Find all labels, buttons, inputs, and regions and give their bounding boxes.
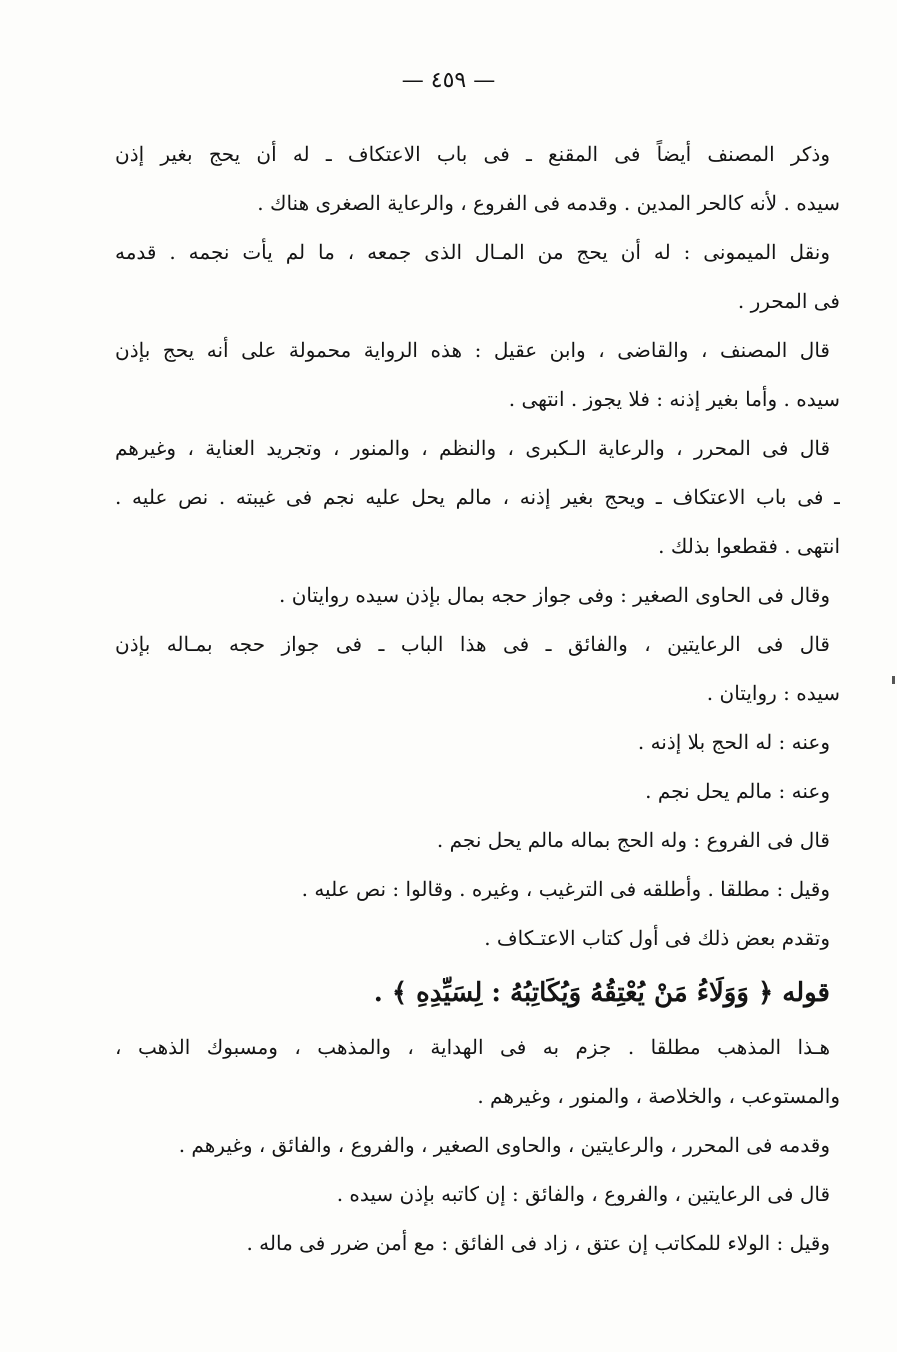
page-number: — ٤٥٩ — <box>401 68 496 93</box>
text-line: وعنه : مالم يحل نجم . <box>645 779 830 803</box>
text-line: سيده : روايتان . <box>706 681 840 705</box>
text-line: ـ فى باب الاعتكاف ـ ويحج بغير إذنه ، مالم يحل عليه نجم فى غيبته . نص عليه . <box>115 485 840 509</box>
text-line: وتقدم بعض ذلك فى أول كتاب الاعتـكاف . <box>484 926 830 950</box>
text-line: انتهى . فقطعوا بذلك . <box>658 534 840 558</box>
page-body <box>115 130 840 1268</box>
text-line: وقال فى الحاوى الصغير : وفى جواز حجه بمال بإذن سيده روايتان . <box>279 583 830 607</box>
paragraphs-bottom <box>115 1023 840 1268</box>
text-line: وقيل : مطلقا . وأطلقه فى الترغيب ، وغيره . وقالوا : نص عليه . <box>301 877 830 901</box>
text-line: وقيل : الولاء للمكاتب إن عتق ، زاد فى الفائق : مع أمن ضرر فى ماله . <box>246 1231 830 1255</box>
text-line: قال فى الرعايتين ، والفائق ـ فى هذا الباب ـ فى جواز حجه بمـاله بإذن <box>115 632 830 656</box>
heading-quote: ﴿ وَوَلَاءُ مَنْ يُعْتِقُهُ وَيُكَاتِبُهُ : لِسَيِّدِهِ ﴾ . <box>373 978 774 1008</box>
text-line: فى المحرر . <box>737 289 840 313</box>
heading-label: قوله <box>782 978 830 1008</box>
text-line: سيده . وأما بغير إذنه : فلا يجوز . انتهى . <box>508 387 840 411</box>
text-line: قال فى المحرر ، والرعاية الـكبرى ، والنظم ، والمنور ، وتجريد العناية ، وغيرهم <box>115 436 830 460</box>
text-line: وعنه : له الحج بلا إذنه . <box>637 730 830 754</box>
text-line: قال فى الرعايتين ، والفروع ، والفائق : إن كاتبه بإذن سيده . <box>336 1182 830 1206</box>
section-heading <box>115 963 840 1023</box>
scan-mark <box>892 676 895 684</box>
text-line: قال المصنف ، والقاضى ، وابن عقيل : هذه الرواية محمولة على أنه يحج بإذن <box>115 338 830 362</box>
paragraphs-top <box>115 130 840 963</box>
text-line: قال فى الفروع : وله الحج بماله مالم يحل نجم . <box>436 828 830 852</box>
text-line: وقدمه فى المحرر ، والرعايتين ، والحاوى الصغير ، والفروع ، والفائق ، وغيرهم . <box>178 1133 830 1157</box>
text-line: سيده . لأنه كالحر المدين . وقدمه فى الفروع ، والرعاية الصغرى هناك . <box>257 191 840 215</box>
text-line: والمستوعب ، والخلاصة ، والمنور ، وغيرهم . <box>477 1084 840 1108</box>
text-line: وذكر المصنف أيضاً فى المقنع ـ فى باب الاعتكاف ـ له أن يحج بغير إذن <box>115 142 830 166</box>
text-line: هـذا المذهب مطلقا . جزم به فى الهداية ، والمذهب ، ومسبوك الذهب ، <box>115 1035 830 1059</box>
text-line: ونقل الميمونى : له أن يحج من المـال الذى جمعه ، ما لم يأت نجمه . قدمه <box>115 240 830 264</box>
